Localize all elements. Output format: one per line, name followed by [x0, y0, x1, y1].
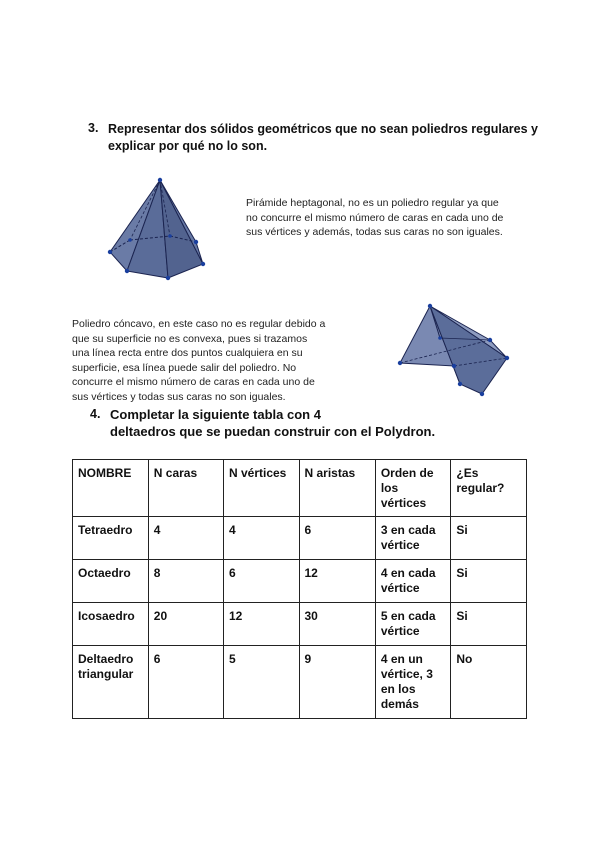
table-header-cell: ¿Es regular?	[451, 460, 527, 517]
table-cell: 4 en un vértice, 3 en los demás	[375, 646, 451, 719]
concave-description-line: sus vértices y todas sus caras no son iguales.	[72, 390, 286, 403]
table-cell: Deltaedro triangular	[73, 646, 149, 719]
table-cell: 6	[148, 646, 223, 719]
question-3-number: 3.	[88, 121, 99, 135]
table-cell: Si	[451, 517, 527, 560]
concave-description-line: superficie, esa línea puede salir del poliedro. No	[72, 361, 297, 374]
pyramid-face-front-right	[160, 180, 203, 278]
table-cell: No	[451, 646, 527, 719]
table-cell: Si	[451, 560, 527, 603]
table-cell: 4 en cada vértice	[375, 560, 451, 603]
table-cell: Icosaedro	[73, 603, 149, 646]
concave-description-line: Poliedro cóncavo, en este caso no es regular debido a	[72, 318, 326, 330]
table-cell: 20	[148, 603, 223, 646]
table-cell: 12	[299, 560, 375, 603]
table-row	[73, 517, 527, 560]
concave-description-line: una línea recta entre dos puntos cualquiera en su	[72, 347, 303, 359]
concave-description-line: que su superficie no es convexa, pues si trazamos	[72, 332, 308, 345]
table-row	[73, 646, 527, 719]
concave-description-line: concurre el mismo número de caras en cada uno de	[72, 376, 315, 388]
question-4-line-1: Completar la siguiente tabla con 4	[110, 407, 321, 422]
table-header-cell: NOMBRE	[73, 460, 149, 517]
table-cell: 12	[223, 603, 299, 646]
question-4-line-2: deltaedros que se puedan construir con el Polydron.	[110, 424, 436, 439]
table-cell: Octaedro	[73, 560, 149, 603]
table-cell: 6	[299, 517, 375, 560]
table-cell: 9	[299, 646, 375, 719]
deltahedra-table	[72, 459, 527, 719]
question-3-line-1: Representar dos sólidos geométricos que no sean poliedros regulares y	[108, 122, 538, 136]
table-header-cell: N aristas	[299, 460, 375, 517]
table-cell: 5 en cada vértice	[375, 603, 451, 646]
pyramid-description-line: Pirámide heptagonal, no es un poliedro regular ya que	[246, 197, 499, 209]
table-cell: 5	[223, 646, 299, 719]
pyramid-description	[246, 196, 546, 240]
heptagonal-pyramid-figure	[100, 170, 220, 290]
table-header-cell: Orden de los vértices	[375, 460, 451, 517]
table-header-cell: N vértices	[223, 460, 299, 517]
table-cell: Si	[451, 603, 527, 646]
concave-polyhedron-figure	[392, 298, 516, 402]
table-cell: Tetraedro	[73, 517, 149, 560]
table-cell: 30	[299, 603, 375, 646]
pyramid-description-line: no concurre el mismo número de caras en cada uno de	[246, 211, 504, 224]
table-row	[73, 560, 527, 603]
table-cell: 4	[148, 517, 223, 560]
concave-description	[72, 317, 372, 404]
pyramid-description-line: sus vértices y además, todas sus caras no son iguales.	[246, 226, 503, 238]
question-3-line-2: explicar por qué no lo son.	[108, 139, 268, 153]
table-cell: 4	[223, 517, 299, 560]
table-header-row	[73, 460, 527, 517]
table-cell: 3 en cada vértice	[375, 517, 451, 560]
table-header-cell: N caras	[148, 460, 223, 517]
question-3-text	[108, 121, 548, 155]
question-4-number: 4.	[90, 407, 101, 421]
table-cell: 6	[223, 560, 299, 603]
table-row	[73, 603, 527, 646]
table-cell: 8	[148, 560, 223, 603]
question-4-text	[110, 406, 530, 440]
